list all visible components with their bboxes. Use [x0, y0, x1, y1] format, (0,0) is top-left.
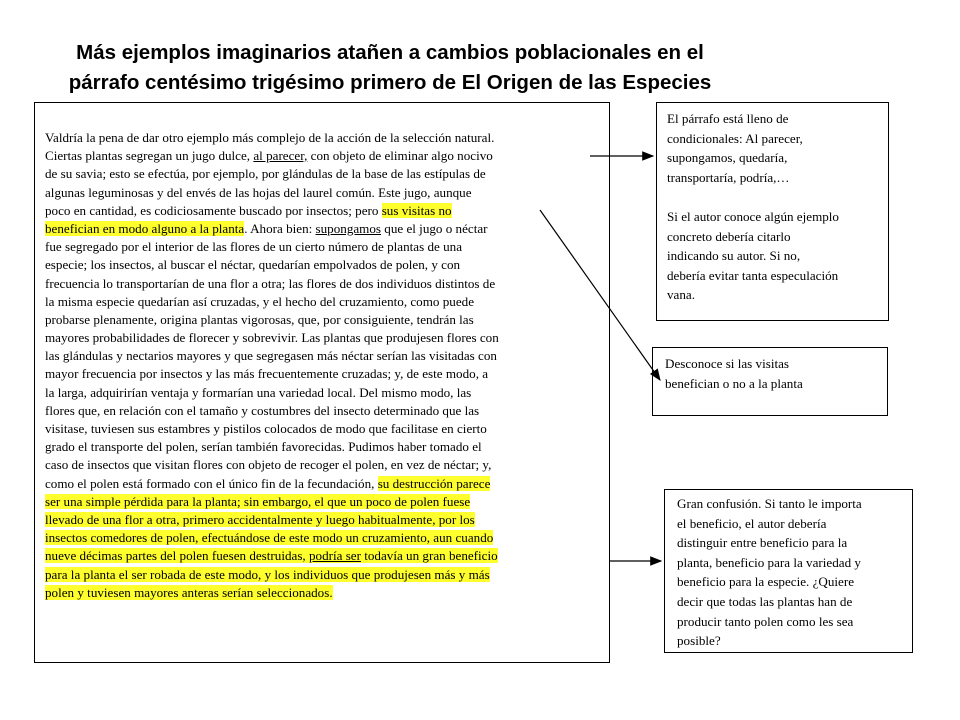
text-line: la larga, adquirirían ventaja y formarían una variedad local. Del mismo modo, las [45, 384, 472, 400]
comment-line: el beneficio, el autor debería [677, 515, 827, 531]
comment-box-visits [652, 347, 888, 416]
comment-line: transportaría, podría,… [667, 169, 790, 185]
text-line: frecuencia lo transportarían de una flor a otra; las flores de dos individuos distintos de [45, 275, 496, 291]
text-line [45, 584, 601, 602]
text-line: Ciertas plantas segregan un jugo dulce, al parecer, con objeto de eliminar algo nocivo [45, 148, 493, 164]
text-line: Valdría la pena de dar otro ejemplo más complejo de la acción de la selección natural. [45, 130, 495, 145]
highlight-line: para la planta el ser robada de este modo, y los individuos que produjesen más y más [45, 566, 490, 582]
comment-text [665, 354, 803, 393]
title-line-2: párrafo centésimo trigésimo primero de El Origen de las Especies [68, 71, 712, 94]
comment-line: indicando su autor. Si no, [667, 248, 801, 264]
underlined-al-parecer: al parecer, [253, 148, 308, 164]
comment-line: concreto debería citarlo [667, 228, 791, 244]
highlight-line: nueve décimas partes del polen fuesen destruidas, [45, 548, 309, 564]
text-line: como el polen está formado con el único fin de la fecundación, su destrucción parece [45, 475, 491, 491]
text-line: las glándulas y nectarios mayores y que segregasen más néctar serían las visitadas con [45, 348, 497, 364]
text-line: grado el transporte del polen, serían también favorecidas. Pudimos haber tomado el [45, 439, 482, 455]
comment-line: distinguir entre beneficio para la [677, 535, 848, 551]
title-line-1: Más ejemplos imaginarios atañen a cambios poblacionales en el [76, 41, 704, 64]
underlined-supongamos: supongamos [315, 220, 381, 236]
comment-line: producir tanto polen como les sea [677, 613, 854, 629]
comment-line: supongamos, quedaría, [667, 150, 788, 166]
text-line: mayores probabilidades de florecer y sobrevivir. Las plantas que produjesen flores con [45, 330, 499, 346]
underlined-podria-ser: podría ser [308, 548, 361, 564]
quoted-paragraph [45, 129, 601, 602]
highlight-line: insectos comedores de polen, efectuándose de este modo un cruzamiento, aun cuando [45, 530, 494, 546]
comment-line: Gran confusión. Si tanto le importa [677, 496, 862, 511]
paragraph-gap [667, 187, 839, 207]
comment-text [667, 109, 839, 305]
highlight-destruccion: su destrucción parece [377, 475, 491, 491]
highlight-line: polen y tuviesen mayores anteras serían seleccionados. [45, 584, 333, 600]
comment-line: decir que todas las plantas han de [677, 593, 853, 609]
text-line: fue segregado por el interior de las flores de un cierto número de plantas de una [45, 239, 463, 255]
text-line: probarse plenamente, origina plantas vigorosas, que, por consiguiente, tendrán las [45, 311, 474, 327]
text-line: nueve décimas partes del polen fuesen destruidas, podría ser todavía un gran beneficio [45, 548, 498, 564]
comment-line: debería evitar tanta especulación [667, 267, 839, 283]
text-line: especie; los insectos, al buscar el néctar, quedarían empolvados de polen, y con [45, 257, 461, 273]
comment-box-conditionals [656, 102, 889, 321]
comment-line: Si el autor conoce algún ejemplo [667, 208, 839, 224]
highlight-sus-visitas: sus visitas no [381, 202, 452, 218]
highlight-line: ser una simple pérdida para la planta; sin embargo, el que un poco de polen fuese [45, 493, 471, 509]
text-line: la misma especie quedarían así cruzadas, y el hecho del cruzamiento, como puede [45, 293, 474, 309]
comment-line: planta, beneficio para la variedad y [677, 554, 861, 570]
text-line: benefician en modo alguno a la planta. Ahora bien: supongamos que el jugo o néctar [45, 220, 488, 236]
comment-line: posible? [677, 633, 721, 649]
text-line [45, 566, 601, 584]
quoted-paragraph-box [34, 102, 610, 663]
text-line: mayor frecuencia por insectos y las más frecuentemente cruzadas; y, de este modo, a [45, 366, 489, 382]
text-line: caso de insectos que visitan flores con objeto de recoger el polen, en vez de néctar; y, [45, 457, 492, 473]
comment-box-confusion [664, 489, 913, 653]
text-line: de su savia; esto se efectúa, por ejemplo, por glándulas de la base de las estípulas de [45, 166, 486, 182]
text-line [45, 493, 601, 511]
slide-title [0, 38, 780, 98]
comment-text [677, 494, 862, 651]
comment-line: vana. [667, 287, 695, 303]
text-line: algunas leguminosas y del envés de las hojas del laurel común. Este jugo, aunque [45, 184, 472, 200]
comment-line: El párrafo está lleno de [667, 111, 789, 126]
text-line: visitase, tuviesen sus estambres y pistilos colocados de modo que facilitase en cierto [45, 421, 487, 436]
highlight-benefician: benefician en modo alguno a la planta [45, 220, 245, 236]
text-line [45, 511, 601, 529]
comment-line: Desconoce si las visitas [665, 356, 790, 371]
text-line: flores que, en relación con el tamaño y costumbres del insecto determinado que las [45, 402, 480, 418]
comment-line: condicionales: Al parecer, [667, 130, 803, 146]
text-line [45, 529, 601, 547]
highlight-line: llevado de una flor a otra, primero accidentalmente y luego habitualmente, por los [45, 511, 475, 527]
comment-line: benefician o no a la planta [665, 375, 803, 391]
text-line: poco en cantidad, es codiciosamente buscado por insectos; pero sus visitas no [45, 202, 452, 218]
comment-line: beneficio para la especie. ¿Quiere [677, 574, 855, 590]
